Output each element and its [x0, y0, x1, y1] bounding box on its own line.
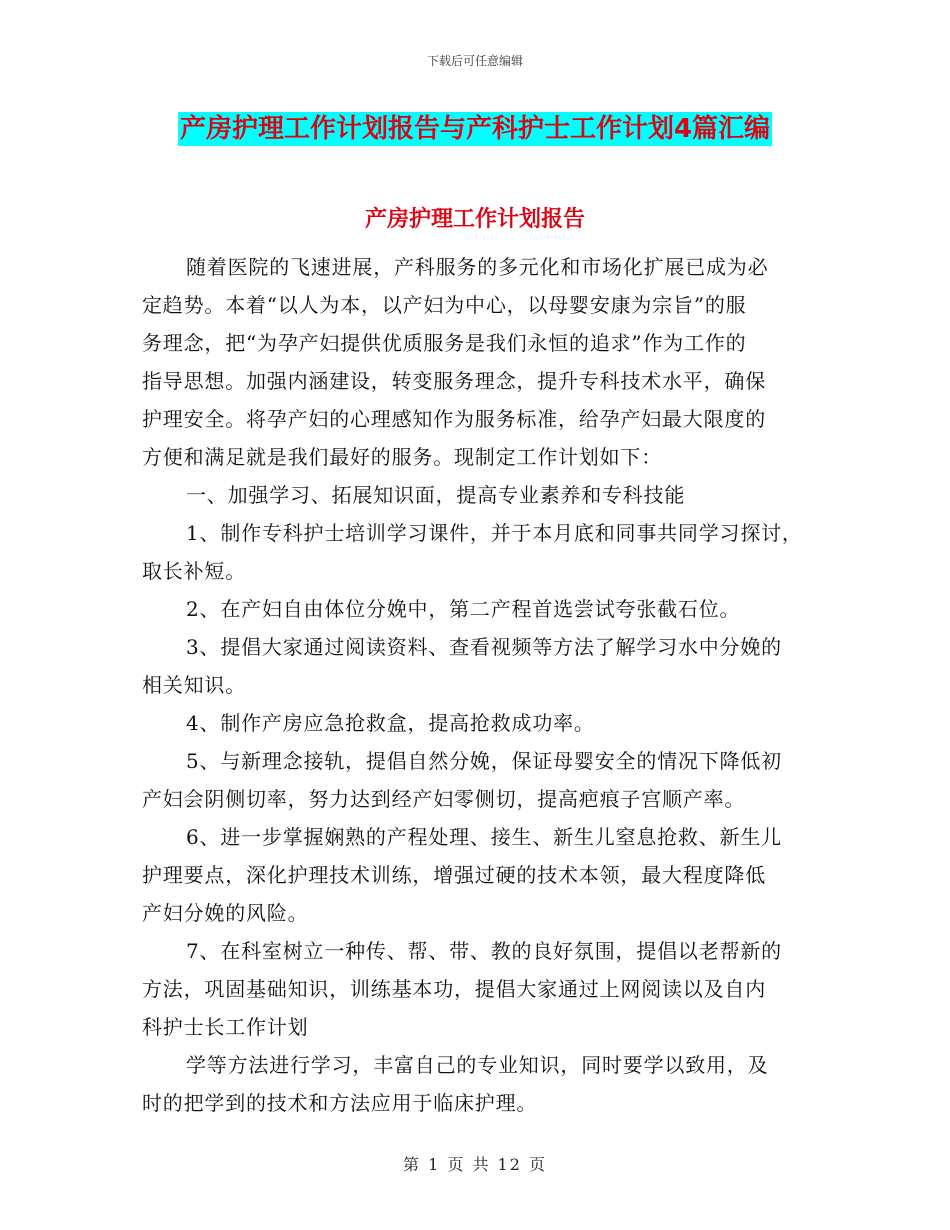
body-line: 3、提倡大家通过阅读资料、查看视频等方法了解学习水中分娩的 [186, 635, 782, 659]
body-line: 取长补短。 [142, 559, 246, 583]
page-footer: 第 1 页 共 12 页 [403, 1155, 547, 1174]
body-line: 时的把学到的技术和方法应用于临床护理。 [142, 1091, 538, 1115]
body-line: 定趋势。本着“以人为本，以产妇为中心，以母婴安康为宗旨”的服 [142, 293, 747, 317]
document-title: 产房护理工作计划报告与产科护士工作计划4篇汇编 [179, 114, 771, 144]
body-line: 产妇分娩的风险。 [142, 901, 309, 925]
body-line: 5、与新理念接轨，提倡自然分娩，保证母婴安全的情况下降低初 [186, 749, 782, 773]
body-line: 护理安全。将孕产妇的心理感知作为服务标准，给孕产妇最大限度的 [142, 407, 766, 431]
body-line: 一、加强学习、拓展知识面，提高专业素养和专科技能 [186, 483, 686, 507]
body-line: 产妇会阴侧切率，努力达到经产妇零侧切，提高疤痕子宫顺产率。 [142, 787, 746, 811]
body-line: 指导思想。加强内涵建设，转变服务理念，提升专科技术水平，确保 [142, 369, 766, 393]
body-line: 2、在产妇自由体位分娩中，第二产程首选尝试夸张截石位。 [186, 597, 741, 621]
body-line: 7、在科室树立一种传、帮、带、教的良好氛围，提倡以老帮新的 [186, 939, 782, 963]
section-title: 产房护理工作计划报告 [364, 207, 585, 232]
body-line: 护理要点，深化护理技术训练，增强过硬的技术本领，最大程度降低 [142, 863, 766, 887]
body-line: 4、制作产房应急抢救盒，提高抢救成功率。 [186, 711, 595, 735]
document-body [142, 248, 818, 1122]
body-line: 6、进一步掌握娴熟的产程处理、接生、新生儿窒息抢救、新生儿 [186, 825, 782, 849]
body-line: 1、制作专科护士培训学习课件，并于本月底和同事共同学习探讨， [186, 521, 803, 545]
body-line: 方便和满足就是我们最好的服务。现制定工作计划如下： [142, 445, 662, 469]
document-title-wrapper [0, 112, 950, 146]
body-line: 科护士长工作计划 [142, 1015, 309, 1039]
body-line: 随着医院的飞速进展，产科服务的多元化和市场化扩展已成为必 [186, 255, 769, 279]
header-note: 下载后可任意编辑 [426, 54, 523, 68]
body-line: 务理念，把“为孕产妇提供优质服务是我们永恒的追求”作为工作的 [142, 331, 747, 355]
body-line: 相关知识。 [142, 673, 246, 697]
body-line: 方法，巩固基础知识，训练基本功，提倡大家通过上网阅读以及自内 [142, 977, 766, 1001]
body-line: 学等方法进行学习，丰富自己的专业知识，同时要学以致用，及 [186, 1053, 769, 1077]
